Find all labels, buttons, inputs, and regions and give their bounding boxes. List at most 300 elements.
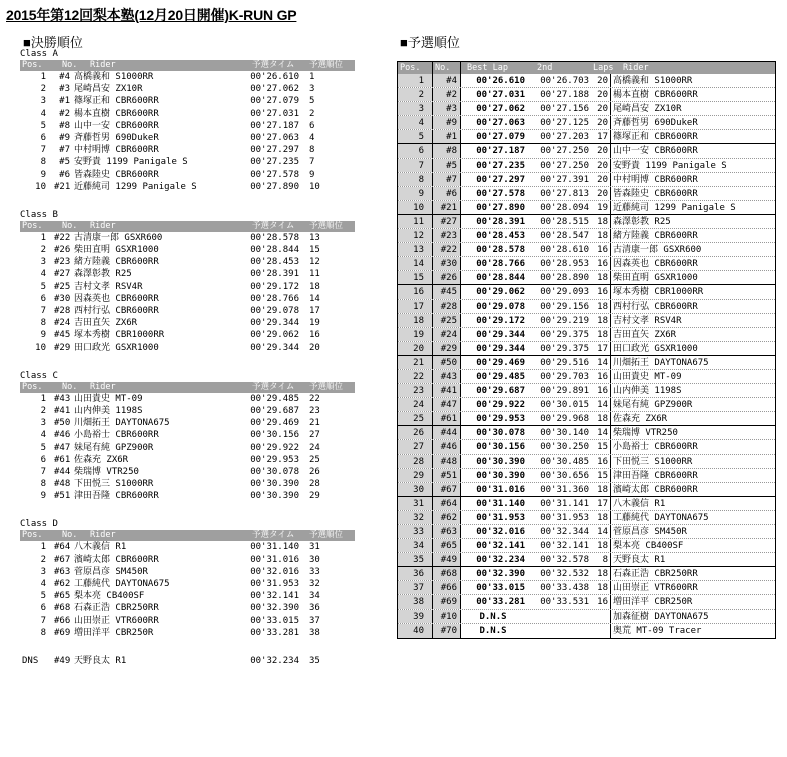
final-cell-rider: 増田洋平 CBR250R: [74, 627, 154, 638]
final-cell-pos: 4: [40, 108, 46, 119]
qual-cell-pos: 28: [398, 455, 433, 468]
qual-cell-best: 00'28.766: [476, 259, 525, 270]
qual-row: [398, 243, 775, 257]
final-row: [20, 144, 355, 156]
qual-cell-no: #64: [433, 497, 461, 510]
qual-row: [398, 455, 775, 469]
qual-cell-pos: 30: [398, 483, 433, 496]
qual-cell-no: #24: [433, 328, 461, 341]
qual-cell-no: #22: [433, 243, 461, 256]
final-cell-q: 7: [309, 157, 315, 168]
final-cell-no: #44: [54, 466, 71, 477]
page-title: 2015年第12回梨本塾(12月20日開催)K-RUN GP: [6, 7, 297, 23]
qual-header-laps: Laps: [593, 63, 614, 73]
final-row: [20, 293, 355, 305]
qual-cell-pos: 38: [398, 595, 433, 608]
final-cell-q: 17: [309, 306, 320, 316]
final-row: [20, 627, 355, 639]
final-cell-pos: 10: [35, 181, 46, 192]
qual-cell-no: #28: [433, 300, 461, 313]
final-cell-time: 00'27.187: [250, 120, 299, 131]
qual-cell-second: 00'27.125: [540, 118, 589, 129]
dns-cell-time: 00'32.234: [250, 655, 299, 666]
qual-cell-rider: 工藤純代 DAYTONA675: [613, 512, 709, 523]
qual-cell-rider: 近藤純司 1299 Panigale S: [613, 202, 736, 213]
final-cell-rider: 篠塚正和 CBR600RR: [74, 96, 159, 107]
final-cell-pos: 7: [40, 615, 46, 626]
qual-cell-second: 00'28.890: [540, 273, 589, 284]
qual-cell-pos: 7: [398, 159, 433, 172]
qual-cell-laps: 20: [593, 173, 611, 186]
qual-row: [398, 469, 775, 483]
qual-cell-pos: 32: [398, 511, 433, 524]
final-cell-no: #3: [59, 84, 70, 95]
qual-cell-rider: 小島裕士 CBR600RR: [613, 442, 698, 453]
final-cell-no: #61: [54, 454, 71, 465]
qual-cell-rider: 天野良太 R1: [613, 555, 666, 566]
qual-cell-best: 00'27.031: [476, 90, 525, 101]
final-cell-pos: 6: [40, 132, 46, 143]
final-cell-time: 00'28.766: [250, 293, 299, 304]
qual-cell-pos: 14: [398, 257, 433, 270]
qual-cell-second: 00'30.140: [540, 428, 589, 439]
qual-row: [398, 426, 775, 440]
final-cell-pos: 7: [40, 306, 46, 316]
final-cell-pos: 4: [40, 269, 46, 280]
final-row: [20, 305, 355, 317]
qual-cell-laps: 18: [593, 229, 611, 242]
final-cell-time: 00'27.031: [250, 108, 299, 119]
qual-row: [398, 257, 775, 271]
qual-cell-rider: 柴瑞博 VTR250: [613, 428, 678, 439]
final-header-pos: Pos.: [22, 60, 43, 70]
qual-cell-pos: 6: [398, 144, 433, 157]
final-cell-no: #66: [54, 615, 71, 626]
final-cell-no: #69: [54, 627, 71, 638]
qual-cell-rider: 加森征樹 DAYTONA675: [613, 611, 709, 622]
qual-cell-pos: 9: [398, 187, 433, 200]
final-cell-no: #51: [54, 491, 71, 502]
final-cell-no: #67: [54, 554, 71, 565]
final-cell-time: 00'31.953: [250, 579, 299, 589]
qual-cell-pos: 25: [398, 412, 433, 425]
qual-cell-laps: 20: [593, 187, 611, 200]
final-cell-pos: 8: [40, 157, 46, 168]
final-cell-rider: 工藤純代 DAYTONA675: [74, 579, 170, 589]
qual-section-title: ■予選順位: [400, 35, 460, 50]
qual-cell-rider: 増田洋平 CBR250R: [613, 597, 693, 608]
qualifying-table: [397, 61, 776, 639]
final-row: [20, 232, 355, 244]
qual-cell-no: #2: [433, 88, 461, 101]
qual-cell-second: 00'33.438: [540, 583, 589, 594]
final-cell-rider: 濱崎太郎 CBR600RR: [74, 554, 159, 565]
qual-header-rider: Rider: [623, 63, 649, 73]
qual-cell-laps: 18: [593, 328, 611, 341]
qual-row: [398, 130, 775, 144]
qual-cell-no: #44: [433, 426, 461, 439]
class-label: Class D: [20, 519, 58, 530]
final-cell-time: 00'29.344: [250, 342, 299, 353]
qual-cell-pos: 36: [398, 567, 433, 580]
final-cell-no: #62: [54, 579, 71, 589]
qual-cell-second: 00'29.375: [540, 343, 589, 354]
final-header-no: No.: [62, 60, 78, 70]
final-header-rider: Rider: [90, 220, 116, 231]
final-header-q: 予選順位: [309, 530, 344, 541]
qual-cell-second: 00'29.156: [540, 301, 589, 312]
final-cell-q: 2: [309, 108, 315, 119]
final-cell-no: #6: [59, 169, 70, 180]
final-cell-no: #45: [54, 330, 71, 341]
qual-cell-rider: 尾崎昌安 ZX10R: [613, 104, 682, 115]
qual-cell-pos: 1: [398, 74, 433, 87]
final-cell-rider: 吉田直矢 ZX6R: [74, 318, 138, 329]
qual-cell-second: 00'29.968: [540, 414, 589, 425]
qual-row: [398, 328, 775, 342]
qual-cell-second: 00'30.015: [540, 400, 589, 411]
final-header-q: 予選順位: [309, 381, 344, 392]
qual-cell-rider: 安野貴 1199 Panigale S: [613, 160, 727, 171]
qual-cell-no: #23: [433, 229, 461, 242]
final-cell-q: 18: [309, 281, 320, 292]
qual-cell-rider: 田口政光 GSXR1000: [613, 343, 698, 354]
qual-cell-rider: 高橋義和 S1000RR: [613, 76, 693, 86]
final-header-time: 予選タイム: [252, 381, 295, 392]
final-row: [20, 268, 355, 280]
qual-cell-laps: 20: [593, 159, 611, 172]
final-cell-pos: 6: [40, 454, 46, 465]
final-cell-no: #24: [54, 318, 71, 329]
qual-cell-second: 00'31.360: [540, 484, 589, 495]
qual-cell-laps: 20: [593, 116, 611, 129]
qual-cell-laps: 16: [593, 384, 611, 397]
final-cell-q: 4: [309, 132, 315, 143]
final-cell-rider: 山田貴史 MT-09: [74, 393, 143, 404]
qual-cell-second: 00'27.391: [540, 174, 589, 185]
qual-cell-no: #8: [433, 144, 461, 157]
qual-cell-laps: 18: [593, 581, 611, 594]
final-cell-pos: 5: [40, 442, 46, 453]
qual-cell-pos: 12: [398, 229, 433, 242]
final-cell-time: 00'27.235: [250, 157, 299, 168]
qual-cell-rider: 皆森陸史 CBR600RR: [613, 188, 698, 199]
qual-row: [398, 88, 775, 102]
qual-cell-no: #62: [433, 511, 461, 524]
qual-cell-rider: 楊本直樹 CBR600RR: [613, 90, 698, 101]
final-cell-no: #1: [59, 96, 70, 107]
qual-cell-best: 00'29.469: [476, 357, 525, 368]
final-cell-no: #28: [54, 306, 71, 316]
final-header-time: 予選タイム: [252, 60, 295, 70]
final-cell-rider: 中村明博 CBR600RR: [74, 145, 159, 156]
final-cell-time: 00'28.578: [250, 232, 299, 243]
qual-cell-no: #26: [433, 271, 461, 284]
qual-header-second: 2nd: [537, 63, 553, 73]
qual-cell-laps: 8: [593, 553, 611, 566]
qual-cell-second: 00'32.344: [540, 527, 589, 537]
qual-row: [398, 595, 775, 609]
final-cell-time: 00'33.015: [250, 615, 299, 626]
qual-cell-no: #70: [433, 624, 461, 638]
final-row: [20, 541, 355, 553]
qual-cell-laps: 18: [593, 539, 611, 552]
qual-cell-rider: 塚本秀樹 CBR1000RR: [613, 287, 704, 298]
final-cell-no: #64: [54, 542, 71, 553]
qual-cell-best: 00'30.390: [476, 470, 525, 481]
final-cell-no: #30: [54, 293, 71, 304]
qual-cell-second: 00'33.531: [540, 597, 589, 608]
qual-cell-laps: 14: [593, 525, 611, 538]
qual-cell-best: 00'27.297: [476, 174, 525, 185]
qual-cell-pos: 4: [398, 116, 433, 129]
qual-cell-second: 00'26.703: [540, 76, 589, 86]
qual-cell-pos: 26: [398, 426, 433, 439]
dns-cell-q: 35: [309, 655, 320, 666]
qual-cell-second: 00'28.953: [540, 259, 589, 270]
qual-cell-rider: 梨本亮 CB400SF: [613, 541, 684, 552]
final-row: [20, 169, 355, 181]
final-cell-pos: 3: [40, 418, 46, 429]
final-cell-pos: 1: [40, 393, 46, 404]
qual-cell-best: 00'27.235: [476, 160, 525, 171]
qual-cell-second: 00'29.375: [540, 329, 589, 340]
qual-cell-rider: 石森正浩 CBR250RR: [613, 569, 698, 580]
qual-cell-best: 00'33.281: [476, 597, 525, 608]
final-row: [20, 342, 355, 354]
final-cell-q: 20: [309, 342, 320, 353]
qual-row: [398, 229, 775, 243]
qual-cell-best: 00'27.079: [476, 132, 525, 143]
final-header-pos: Pos.: [22, 530, 43, 541]
qual-row: [398, 497, 775, 511]
final-header-rider: Rider: [90, 530, 116, 541]
qual-cell-best: D.N.S: [479, 611, 507, 622]
final-cell-rider: 菅原昌彦 SM450R: [74, 566, 148, 577]
final-cell-time: 00'29.469: [250, 418, 299, 429]
final-row: [20, 417, 355, 429]
final-cell-pos: 2: [40, 405, 46, 416]
qual-cell-pos: 27: [398, 440, 433, 453]
qual-cell-laps: 17: [593, 342, 611, 355]
qual-row: [398, 285, 775, 299]
spacer: [20, 354, 355, 370]
qual-cell-best: 00'29.344: [476, 343, 525, 354]
final-cell-time: 00'27.079: [250, 96, 299, 107]
qual-cell-second: 00'27.203: [540, 132, 589, 143]
qual-cell-no: #43: [433, 370, 461, 383]
qual-header-pos: Pos.: [398, 62, 433, 74]
qual-row: [398, 74, 775, 88]
qual-cell-best: 00'26.610: [476, 76, 525, 86]
qual-cell-laps: 18: [593, 567, 611, 580]
final-cell-no: #5: [59, 157, 70, 168]
qual-row: [398, 187, 775, 201]
qual-cell-pos: 21: [398, 356, 433, 369]
qual-cell-no: #63: [433, 525, 461, 538]
qual-row: [398, 567, 775, 581]
qual-cell-second: 00'28.547: [540, 231, 589, 242]
qual-cell-laps: 15: [593, 440, 611, 453]
final-cell-time: 00'27.578: [250, 169, 299, 180]
final-cell-time: 00'27.062: [250, 84, 299, 95]
final-row: [20, 454, 355, 466]
class-label: Class C: [20, 370, 58, 381]
qual-cell-rider: 柴田直明 GSXR1000: [613, 273, 698, 284]
qual-cell-no: #5: [433, 159, 461, 172]
final-row: [20, 442, 355, 454]
qual-cell-laps: 20: [593, 102, 611, 115]
final-cell-q: 9: [309, 169, 315, 180]
qual-cell-best: 00'28.578: [476, 245, 525, 256]
qual-cell-best: 00'29.485: [476, 371, 525, 382]
qual-cell-second: 00'31.141: [540, 498, 589, 509]
qual-cell-best: 00'29.687: [476, 386, 525, 397]
qual-row: [398, 398, 775, 412]
final-cell-time: 00'32.016: [250, 566, 299, 577]
qual-cell-pos: 5: [398, 130, 433, 143]
qual-cell-no: #6: [433, 187, 461, 200]
qual-cell-no: #67: [433, 483, 461, 496]
qual-row: [398, 384, 775, 398]
final-row: [20, 244, 355, 256]
qual-cell-rider: 吉村文孝 RSV4R: [613, 315, 682, 326]
final-cell-pos: 6: [40, 293, 46, 304]
qual-cell-rider: 奥荒 MT-09 Tracer: [613, 625, 702, 636]
final-row: [20, 590, 355, 602]
final-row: [20, 429, 355, 441]
final-cell-rider: 津田吾隆 CBR600RR: [74, 491, 159, 502]
qual-cell-no: #61: [433, 412, 461, 425]
final-results: [20, 48, 355, 667]
qual-cell-laps: 18: [593, 300, 611, 313]
final-cell-rider: 古清康一郎 GSXR600: [74, 232, 163, 243]
final-cell-rider: 吉村文孝 RSV4R: [74, 281, 143, 292]
final-cell-no: #43: [54, 393, 71, 404]
qual-header-best: Best Lap: [467, 63, 508, 73]
qual-cell-laps: 18: [593, 483, 611, 496]
final-cell-rider: 尾崎昌安 ZX10R: [74, 84, 143, 95]
qual-cell-best: 00'27.187: [476, 146, 525, 157]
qual-cell-no: #21: [433, 201, 461, 214]
qual-cell-rider: 濱崎太郎 CBR600RR: [613, 484, 698, 495]
final-cell-q: 6: [309, 120, 315, 131]
final-cell-q: 37: [309, 615, 320, 626]
final-row: [20, 393, 355, 405]
final-row: [20, 120, 355, 132]
qual-cell-best: 00'31.953: [476, 512, 525, 523]
final-cell-time: 00'30.390: [250, 479, 299, 490]
qual-cell-rider: 山内伸美 1198S: [613, 386, 682, 397]
final-cell-pos: 7: [40, 466, 46, 477]
final-cell-q: 3: [309, 84, 315, 95]
final-cell-time: 00'30.390: [250, 491, 299, 502]
qual-cell-best: 00'29.172: [476, 315, 525, 326]
qual-cell-pos: 34: [398, 539, 433, 552]
qual-cell-best: 00'32.390: [476, 569, 525, 580]
final-cell-time: 00'27.063: [250, 132, 299, 143]
qual-cell-no: #46: [433, 440, 461, 453]
qual-row: [398, 159, 775, 173]
qual-cell-second: 00'30.656: [540, 470, 589, 481]
qual-cell-best: 00'27.062: [476, 104, 525, 115]
qual-cell-pos: 18: [398, 314, 433, 327]
qual-cell-rider: 川畑拓王 DAYTONA675: [613, 357, 709, 368]
qual-cell-laps: 14: [593, 426, 611, 439]
qual-cell-second: 00'29.093: [540, 287, 589, 298]
qual-cell-best: 00'27.063: [476, 118, 525, 129]
qual-cell-rider: 西村行弘 CBR600RR: [613, 301, 698, 312]
final-cell-pos: 3: [40, 566, 46, 577]
final-cell-pos: 4: [40, 579, 46, 589]
qual-cell-laps: 18: [593, 271, 611, 284]
final-cell-time: 00'29.687: [250, 405, 299, 416]
final-header-row: [20, 382, 355, 393]
final-cell-rider: 梨本亮 CB400SF: [74, 591, 145, 602]
final-cell-no: #7: [59, 145, 70, 156]
final-cell-no: #8: [59, 120, 70, 131]
dns-cell-pos: DNS: [22, 655, 39, 666]
qual-row: [398, 342, 775, 356]
qual-cell-pos: 10: [398, 201, 433, 214]
final-cell-no: #2: [59, 108, 70, 119]
qual-cell-no: #7: [433, 173, 461, 186]
final-row: [20, 132, 355, 144]
final-cell-q: 13: [309, 232, 320, 243]
qual-cell-laps: 16: [593, 455, 611, 468]
final-cell-q: 34: [309, 591, 320, 602]
qual-cell-best: 00'28.391: [476, 216, 525, 227]
final-cell-no: #4: [59, 72, 70, 82]
final-cell-time: 00'31.016: [250, 554, 299, 565]
qual-row: [398, 201, 775, 215]
qual-cell-laps: [593, 624, 611, 638]
qual-cell-rider: 篠塚正和 CBR600RR: [613, 132, 698, 143]
final-row: [20, 405, 355, 417]
final-cell-pos: 2: [40, 554, 46, 565]
final-cell-q: 21: [309, 418, 320, 429]
qual-cell-laps: 18: [593, 314, 611, 327]
final-cell-q: 23: [309, 405, 320, 416]
final-cell-time: 00'29.953: [250, 454, 299, 465]
final-cell-q: 29: [309, 491, 320, 502]
final-cell-rider: 八木義信 R1: [74, 542, 127, 553]
final-cell-rider: 斉藤哲男 690DukeR: [74, 132, 159, 143]
qual-cell-laps: 19: [593, 201, 611, 214]
qual-header-no: No.: [433, 62, 461, 74]
qual-cell-laps: [593, 610, 611, 623]
final-cell-q: 16: [309, 330, 320, 341]
qual-cell-rider: 山中一安 CBR600RR: [613, 146, 698, 157]
qual-cell-second: 00'29.891: [540, 386, 589, 397]
final-cell-pos: 8: [40, 479, 46, 490]
qual-cell-second: 00'32.532: [540, 569, 589, 580]
qual-cell-pos: 11: [398, 215, 433, 228]
qual-cell-laps: 16: [593, 285, 611, 298]
qual-cell-no: #3: [433, 102, 461, 115]
qual-row: [398, 356, 775, 370]
spacer: [20, 193, 355, 209]
qual-cell-best: 00'31.140: [476, 498, 525, 509]
qual-cell-pos: 39: [398, 610, 433, 623]
final-cell-q: 14: [309, 293, 320, 304]
qual-cell-best: 00'29.078: [476, 301, 525, 312]
qual-cell-best: 00'29.062: [476, 287, 525, 298]
final-cell-no: #21: [54, 181, 71, 192]
final-header-rider: Rider: [90, 381, 116, 392]
final-cell-no: #47: [54, 442, 71, 453]
qual-cell-pos: 22: [398, 370, 433, 383]
